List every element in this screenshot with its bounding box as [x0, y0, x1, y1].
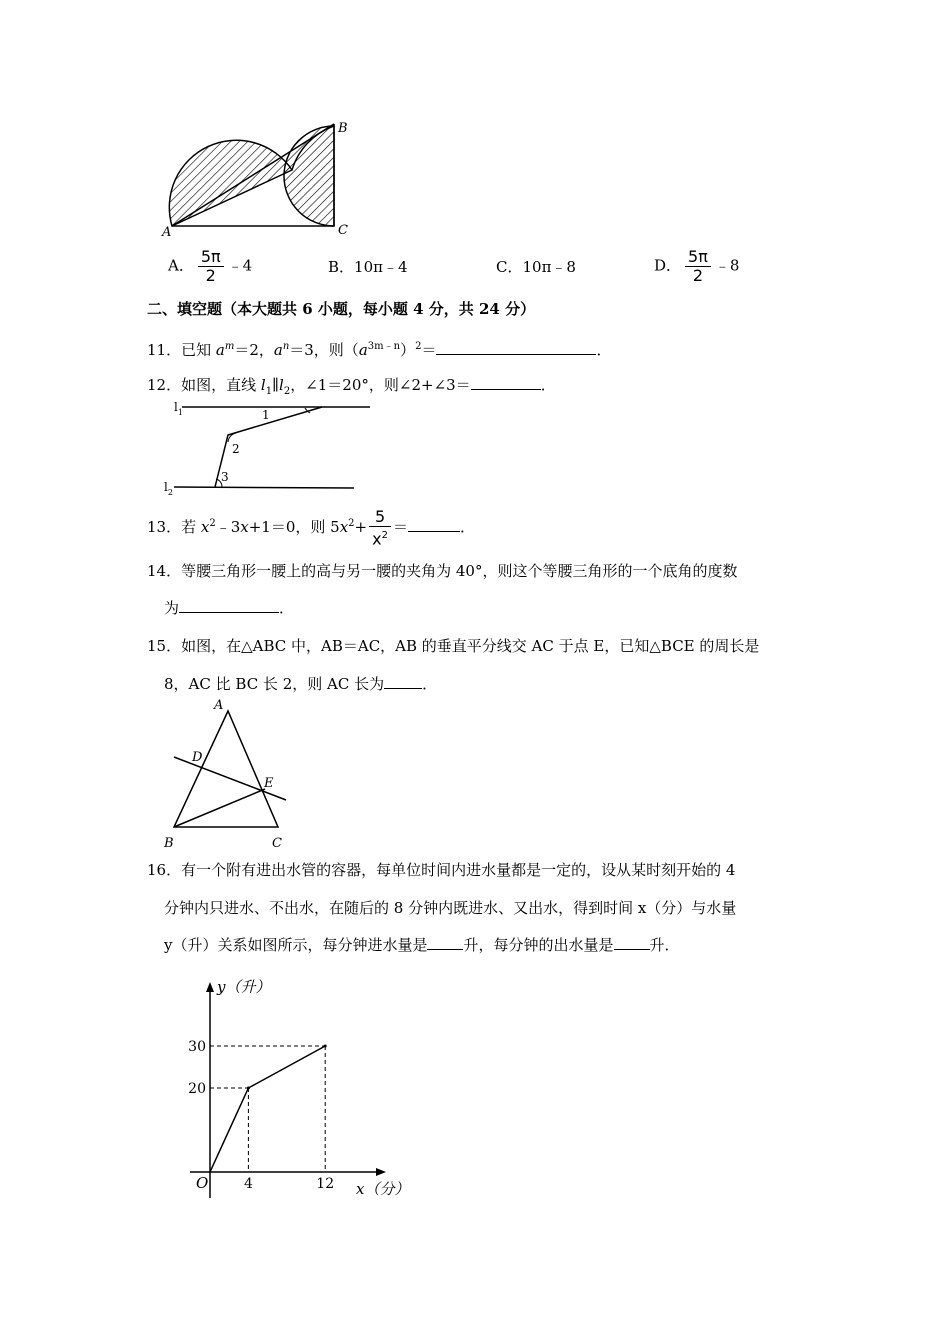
angle-1-label: 1: [262, 408, 270, 422]
question-11: 11．已知 $a^m=2$，$a^n=3$，则$(a^{3m﹣n})^2=$ ．: [147, 341, 612, 359]
y-axis-arrow: [206, 982, 214, 992]
label-b: B: [164, 836, 174, 851]
question-15-line-2: 8，AC 比 BC 长 2，则 AC 长为 ．: [164, 675, 438, 693]
answer-blank: [384, 674, 422, 689]
q12-figure: [160, 395, 380, 500]
label-a: A: [162, 225, 172, 240]
label-b: B: [338, 121, 348, 136]
y-tick-label: 30: [188, 1039, 206, 1055]
x-axis-arrow: [376, 1168, 386, 1176]
q10-option-d: D． $\frac{5\pi}{2}$ ﹣8: [654, 247, 740, 285]
question-16-line-3: y（升）关系如图所示，每分钟进水量是 升，每分钟的出水量是 升．: [164, 936, 680, 954]
answer-blank: [408, 517, 460, 532]
q15-figure: [160, 695, 300, 855]
question-14-line-1: 14．等腰三角形一腰上的高与另一腰的夹角为 40°，则这个等腰三角形的一个底角的度数: [147, 562, 738, 580]
origin-label: O: [196, 1174, 209, 1192]
y-tick-label: 20: [188, 1081, 206, 1097]
label-l1: $l_1$: [174, 400, 183, 417]
angle-3-label: 3: [221, 470, 229, 484]
question-16-line-1: 16．有一个附有进出水管的容器，每单位时间内进水量都是一定的，设从某时刻开始的 4: [147, 861, 736, 879]
question-13: 13．若 $x^2﹣3x+1=0$，则 $5x^2+$ $\frac{5}{x^2}$ ＝ ．: [147, 507, 475, 549]
q10-figure: [160, 110, 360, 245]
x-tick-label: 12: [316, 1176, 335, 1192]
section-2-title: 二、填空题（本大题共 6 小题，每小题 4 分，共 24 分）: [147, 300, 536, 318]
segment-be: [174, 789, 265, 827]
question-14-line-2: 为 ．: [164, 599, 295, 617]
label-l2: $l_2$: [164, 480, 173, 497]
q10-option-c: C．10π﹣8: [496, 258, 576, 276]
answer-blank: [427, 935, 463, 950]
y-axis-label: y（升）: [217, 978, 271, 996]
label-a: A: [214, 698, 224, 713]
data-point: [247, 1087, 250, 1090]
label-c: C: [338, 223, 348, 238]
question-16-line-2: 分钟内只进水、不出水，在随后的 8 分钟内既进水、又出水，得到时间 x（分）与水量: [164, 899, 737, 917]
answer-blank: [614, 935, 650, 950]
question-15-line-1: 15．如图，在△ABC 中，AB＝AC，AB 的垂直平分线交 AC 于点 E，已知△BCE 的周长是: [147, 637, 760, 655]
x-tick-label: 4: [243, 1176, 253, 1192]
triangle-abc: [174, 711, 278, 827]
semicircle-ac: [169, 140, 292, 226]
q10-option-a: A． $\frac{5\pi}{2}$ ﹣4: [168, 247, 253, 285]
answer-blank: [436, 340, 596, 355]
water-volume-chart: [170, 970, 420, 1205]
label-d: D: [192, 750, 203, 765]
line-l2: [174, 487, 354, 488]
answer-blank: [179, 598, 279, 613]
label-c: C: [272, 836, 282, 851]
question-12: 12．如图，直线 $l_1\parallel l_2$，∠1＝20°，则∠2+∠3＝ ．: [147, 376, 556, 397]
x-axis-label: x（分）: [356, 1180, 410, 1198]
q10-option-b: B．10π﹣4: [328, 258, 408, 276]
data-point: [324, 1045, 327, 1048]
answer-blank: [471, 375, 541, 390]
series-line: [210, 1046, 325, 1172]
label-e: E: [264, 776, 274, 791]
angle-2-label: 2: [232, 442, 240, 456]
